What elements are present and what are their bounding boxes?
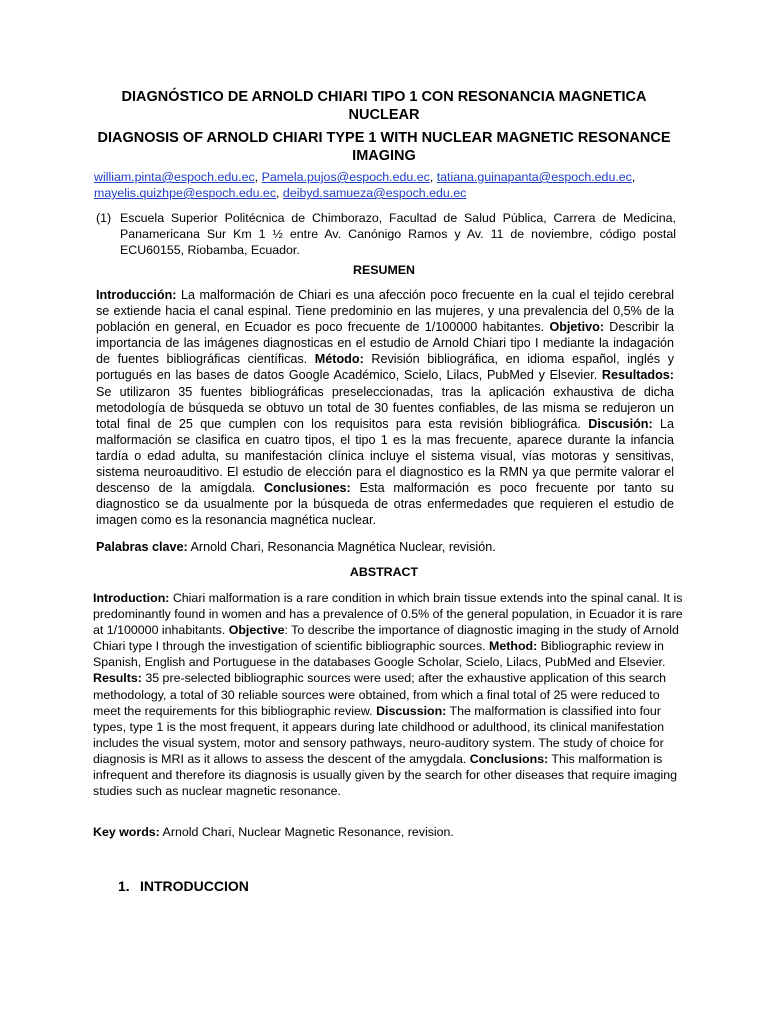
label-results: Results:: [93, 671, 142, 686]
text-introduction: Chiari malformation is a rare condition in which brain tissue extends into the spinal canal. It is predominantly found in women and has a prevalence of 0.5% of the general population, in Ecuador it is rare at 1/100000 inhabitants.: [93, 591, 683, 638]
label-key-words: Key words:: [93, 825, 160, 839]
label-method: Method:: [489, 639, 538, 654]
key-words: [93, 824, 683, 840]
text-palabras-clave: Arnold Chari, Resonancia Magnética Nuclear, revisión.: [187, 540, 496, 554]
label-conclusions: Conclusions:: [469, 751, 549, 766]
text-objective: : To describe the importance of diagnostic imaging in the study of Arnold Chiari type I through the investigation of scientific bibliographic sources.: [93, 623, 679, 654]
email-link[interactable]: william.pinta@espoch.edu.ec: [94, 170, 255, 184]
text-discussion: The malformation is classified into four types, type 1 is the most frequent, it appears during late childhood or adulthood, its clinical manifestation includes the visual system, motor and sensory pathways, neuro-auditory system. The study of choice for diagnosis is MRI as it allows to assess the descent of the amygdala.: [93, 703, 664, 766]
label-objetivo: Objetivo:: [549, 320, 605, 335]
text-results: 35 pre-selected bibliographic sources were used; after the exhaustive application of this search methodology, a total of 30 reliable sources were obtained, from which a final total of 25 were reduced to meet the requirements for this bibliographic review.: [93, 671, 667, 718]
text-method: Bibliographic review in Spanish, English and Portuguese in the databases Google Scholar, Scielo, Lilacs, PubMed and Elsevier.: [93, 639, 666, 670]
text-key-words: Arnold Chari, Nuclear Magnetic Resonance, revision.: [159, 825, 454, 839]
author-emails: william.pinta@espoch.edu.ec, Pamela.pujos@espoch.edu.ec, tatiana.guinapanta@espoch.edu.ec, mayelis.quizhpe@espoch.edu.ec, deibyd.samueza@espoch.edu.ec: [94, 170, 636, 200]
title-english: DIAGNOSIS OF ARNOLD CHIARI TYPE 1 WITH NUCLEAR MAGNETIC RESONANCE IMAGING: [97, 130, 671, 164]
label-discusion: Discusión:: [588, 416, 653, 431]
email-link[interactable]: Pamela.pujos@espoch.edu.ec: [261, 170, 430, 184]
text-resultados: Se utilizaron 35 fuentes bibliográficas preseleccionadas, tras la aplicación exhaustiva de dicha metodología de búsqueda se obtuvo un total de 30 fuentes confiables, de las misma se redujeron un total final de 25 que cumplen con los requisitos para esta revisión bibliográfica.: [96, 384, 674, 431]
label-resultados: Resultados:: [601, 368, 674, 383]
label-discussion: Discussion:: [376, 703, 447, 718]
abstract-heading: ABSTRACT: [349, 565, 419, 579]
section-heading-introduccion: [118, 877, 249, 895]
label-metodo: Método:: [314, 352, 364, 367]
label-introduccion: Introducción:: [96, 288, 177, 302]
affiliation-text: Escuela Superior Politécnica de Chimborazo, Facultad de Salud Pública, Carrera de Medicina, Panamericana Sur Km 1 ½ entre Av. Canónigo Ramos y Av. 11 de noviembre, código postal ECU60155, Riobamba, Ecuador.: [120, 211, 676, 257]
email-link[interactable]: mayelis.quizhpe@espoch.edu.ec: [94, 186, 277, 200]
label-objective: Objective: [228, 623, 285, 638]
text-objetivo: Describir la importancia de las imágenes diagnosticas en el estudio de Arnold Chiari tipo I mediante la indagación de fuentes bibliográficas científicas.: [96, 320, 675, 367]
text-discusion: La malformación se clasifica en cuatro tipos, el tipo 1 es la mas frecuente, aparece durante la infancia tardía o edad adulta, su manifestación clínica incluye el sistema visual, vías motoras y sensitivas, sistema neuroauditivo. El estudio de elección para el diagnostico es la RMN ya que permite valorar el descenso de la amígdala.: [96, 416, 674, 496]
affiliation-number: (1): [96, 211, 112, 225]
text-introduccion: La malformación de Chiari es una afección poco frecuente en la cual el tejido cerebral se extiende hacia el canal espinal. Tiene predominio en las mujeres, y una prevalencia del 0,5% de la población en general, en Ecuador es poco frecuente de 1/100000 habitantes.: [96, 288, 674, 335]
label-conclusiones: Conclusiones:: [263, 481, 351, 496]
resumen-paragraph: [96, 287, 674, 528]
email-link[interactable]: deibyd.samueza@espoch.edu.ec: [282, 186, 467, 200]
section-number: 1.: [118, 878, 130, 894]
text-conclusiones: Esta malformación es poco frecuente por tanto su diagnostico se da usualmente por la búsqueda de otras enfermedades que requieren el estudio de imagen como es la resonancia magnética nuclear.: [96, 481, 674, 528]
section-title: INTRODUCCION: [140, 878, 249, 894]
email-link[interactable]: tatiana.guinapanta@espoch.edu.ec: [436, 170, 632, 184]
label-introduction: Introduction:: [93, 591, 170, 605]
text-conclusions: This malformation is infrequent and therefore its diagnosis is usually given by the search for other diseases that require imaging studies such as nuclear magnetic resonance.: [93, 751, 678, 799]
resumen-heading: RESUMEN: [353, 263, 415, 277]
label-palabras-clave: Palabras clave:: [96, 540, 188, 554]
title-spanish: DIAGNÓSTICO DE ARNOLD CHIARI TIPO 1 CON RESONANCIA MAGNETICA NUCLEAR: [121, 89, 647, 123]
abstract-paragraph: [93, 590, 683, 799]
palabras-clave: [96, 539, 674, 555]
text-metodo: Revisión bibliográfica, en idioma español, inglés y portugués en las bases de datos Google Académico, Scielo, Lilacs, PubMed y Elsevier.: [96, 352, 675, 383]
affiliation: [96, 210, 676, 258]
